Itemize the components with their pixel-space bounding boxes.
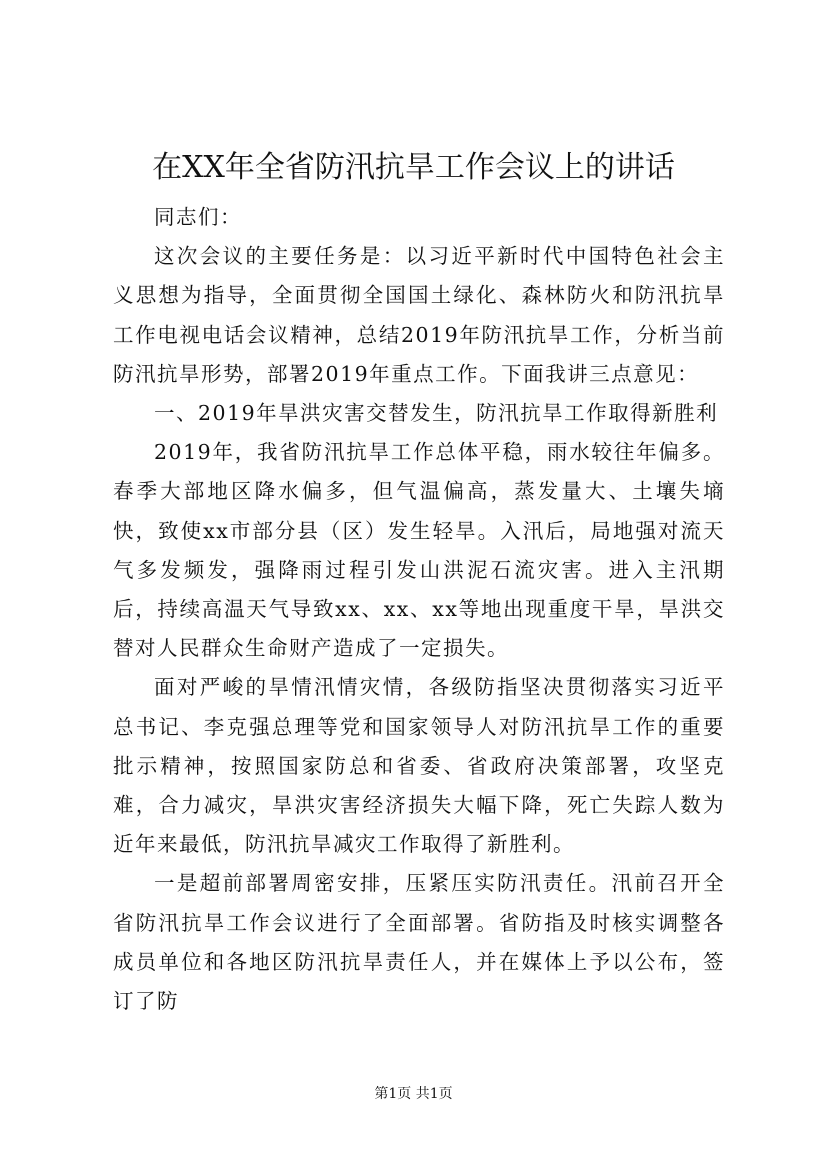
body-paragraph: 2019年，我省防汛抗旱工作总体平稳，雨水较往年偏多。春季大部地区降水偏多，但气温偏高，蒸发量大、土壤失墒快，致使xx市部分县（区）发生轻旱。入汛后，局地强对流天气多发频发，强降雨过程引发山洪泥石流灾害。进入主汛期后，持续高温天气导致xx、xx、xx等地出现重度干旱，旱洪交替对人民群众生命财产造成了一定损失。 xyxy=(113,440,725,661)
body-paragraph: 一是超前部署周密安排，压紧压实防汛责任。汛前召开全省防汛抗旱工作会议进行了全面部署。省防指及时核实调整各成员单位和各地区防汛抗旱责任人，并在媒体上予以公布，签订了防 xyxy=(113,871,725,1014)
intro-paragraph: 这次会议的主要任务是：以习近平新时代中国特色社会主义思想为指导，全面贯彻全国国土绿化、森林防火和防汛抗旱工作电视电话会议精神，总结2019年防汛抗旱工作，分析当前防汛抗旱形势，部署2019年重点工作。下面我讲三点意见： xyxy=(113,244,725,386)
document-title: 在XX年全省防汛抗旱工作会议上的讲话 xyxy=(152,150,675,185)
body-paragraph: 面对严峻的旱情汛情灾情，各级防指坚决贯彻落实习近平总书记、李克强总理等党和国家领导人对防汛抗旱工作的重要批示精神，按照国家防总和省委、省政府决策部署，攻坚克难，合力减灾，旱洪灾害经济损失大幅下降，死亡失踪人数为近年来最低，防汛抗旱减灾工作取得了新胜利。 xyxy=(113,675,725,857)
section-heading: 一、2019年旱洪灾害交替发生，防汛抗旱工作取得新胜利 xyxy=(154,401,719,426)
document-body xyxy=(113,198,725,1021)
page-number-label: 第1页 共1页 xyxy=(374,1086,453,1102)
page-footer xyxy=(0,1084,827,1104)
salutation-paragraph: 同志们： xyxy=(154,205,242,229)
